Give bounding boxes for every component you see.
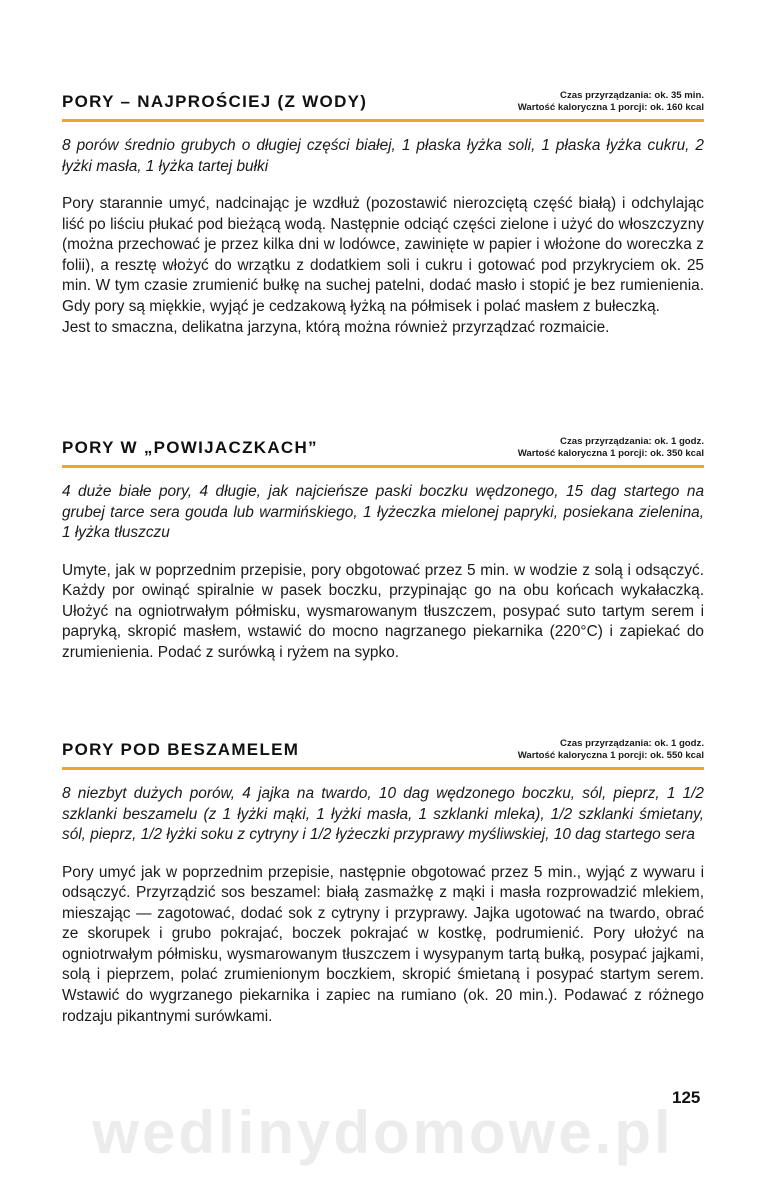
recipe-title: PORY POD BESZAMELEM (62, 740, 300, 759)
recipe-header (62, 436, 704, 460)
method (62, 194, 704, 338)
header-divider (62, 119, 704, 122)
recipe-header (62, 90, 704, 114)
method-paragraph: Umyte, jak w poprzednim przepisie, pory obgotować przez 5 min. w wodzie z solą i odsączyć. Każdy por owinąć spiralnie w pasek boczku, przypinając go na obu końcach wykałaczką. Ułożyć na ogniotrwałym półmisku, wysmarowanym tłuszczem, posypać suto tartym serem i papryką, skropić masłem, wstawić do mocno nagrzanego piekarnika (220°C) i zapiekać do zrumienienia. Podać z surówką i ryżem na sypko. (62, 561, 704, 661)
calories: Wartość kaloryczna 1 porcji: ok. 160 kcal (517, 102, 704, 113)
method-paragraph: Pory umyć jak w poprzednim przepisie, następnie obgotować przez 5 min., wyjąć z wywaru i odsączyć. Przyrządzić sos beszamel: białą zasmażkę z mąki i masła rozprowadzić mlekiem, mieszając — zagotować, dodać sok z cytryny i przyprawy. Jajka ugotować na twardo, obrać ze skorupek i grubo pokrajać, boczek pokrajać w kostkę, podrumienić. Pory ułożyć na ogniotrwałym półmisku, wysmarowanym tłuszczem i wysypanym tartą bułką, posypać jajkami, solą i pieprzem, polać zrumienionym boczkiem, skropić śmietaną i posypać startym serem. Wstawić do wygrzanego piekarnika i zapiec na rumiano (ok. 20 min.). Podawać z różnego rodzaju pikantnymi surówkami. (62, 863, 704, 1025)
recipe-meta (518, 738, 704, 762)
ingredients: 4 duże białe pory, 4 długie, jak najcieńsze paski boczku wędzonego, 15 dag startego na grubej tarce sera gouda lub warmińskiego, 1 łyżeczka mielonej papryki, posiekana zielenina, 1 łyżka tłuszczu (62, 483, 704, 541)
header-divider (62, 465, 704, 468)
recipe-title: PORY W „POWIJACZKACH” (62, 438, 318, 457)
recipe-meta (518, 436, 704, 460)
ingredients: 8 porów średnio grubych o długiej części białej, 1 płaska łyżka soli, 1 płaska łyżka cukru, 2 łyżki masła, 1 łyżka tartej bułki (62, 137, 704, 175)
recipe-1 (62, 90, 704, 338)
recipe-meta (518, 90, 704, 114)
recipe-3 (62, 738, 704, 1027)
recipe-title: PORY – NAJPROŚCIEJ (Z WODY) (62, 92, 368, 111)
method (62, 561, 704, 664)
calories: Wartość kaloryczna 1 porcji: ok. 550 kcal (517, 750, 704, 761)
watermark: wedlinydomowe.pl (92, 1099, 674, 1166)
calories: Wartość kaloryczna 1 porcji: ok. 350 kcal (517, 448, 704, 459)
recipe-2 (62, 436, 704, 663)
recipe-header (62, 738, 704, 762)
method (62, 863, 704, 1028)
page-number: 125 (672, 1088, 701, 1107)
header-divider (62, 767, 704, 770)
prep-time: Czas przyrządzania: ok. 1 godz. (560, 738, 704, 749)
ingredients: 8 niezbyt dużych porów, 4 jajka na twardo, 10 dag wędzonego boczku, sól, pieprz, 1 1/2 szklanki beszamelu (z 1 łyżki mąki, 1 łyżki masła, 1 szklanki mleka), 1/2 szklanki śmietany, sól, pieprz, 1/2 łyżki soku z cytryny i 1/2 łyżeczki przyprawy myśliwskiej, 10 dag startego sera (62, 785, 704, 843)
method-paragraph: Jest to smaczna, delikatna jarzyna, którą można również przyrządzać rozmaicie. (62, 318, 610, 336)
prep-time: Czas przyrządzania: ok. 35 min. (560, 90, 704, 101)
prep-time: Czas przyrządzania: ok. 1 godz. (560, 436, 704, 447)
method-paragraph: Pory starannie umyć, nadcinając je wzdłuż (pozostawić nierozciętą część białą) i odchylając liść po liściu płukać pod bieżącą wodą. Następnie odciąć części zielone i użyć do włoszczyzny (można przechować je przez kilka dni w lodówce, zawinięte w papier i włożone do woreczka z folii), a resztę włożyć do wrzątku z dodatkiem soli i cukru i gotować pod przykryciem ok. 25 min. W tym czasie zrumienić bułkę na suchej patelni, dodać masło i stopić je bez rumienienia. Gdy pory są miękkie, wyjąć je cedzakową łyżką na półmisek i polać masłem z bułeczką. (62, 195, 704, 315)
